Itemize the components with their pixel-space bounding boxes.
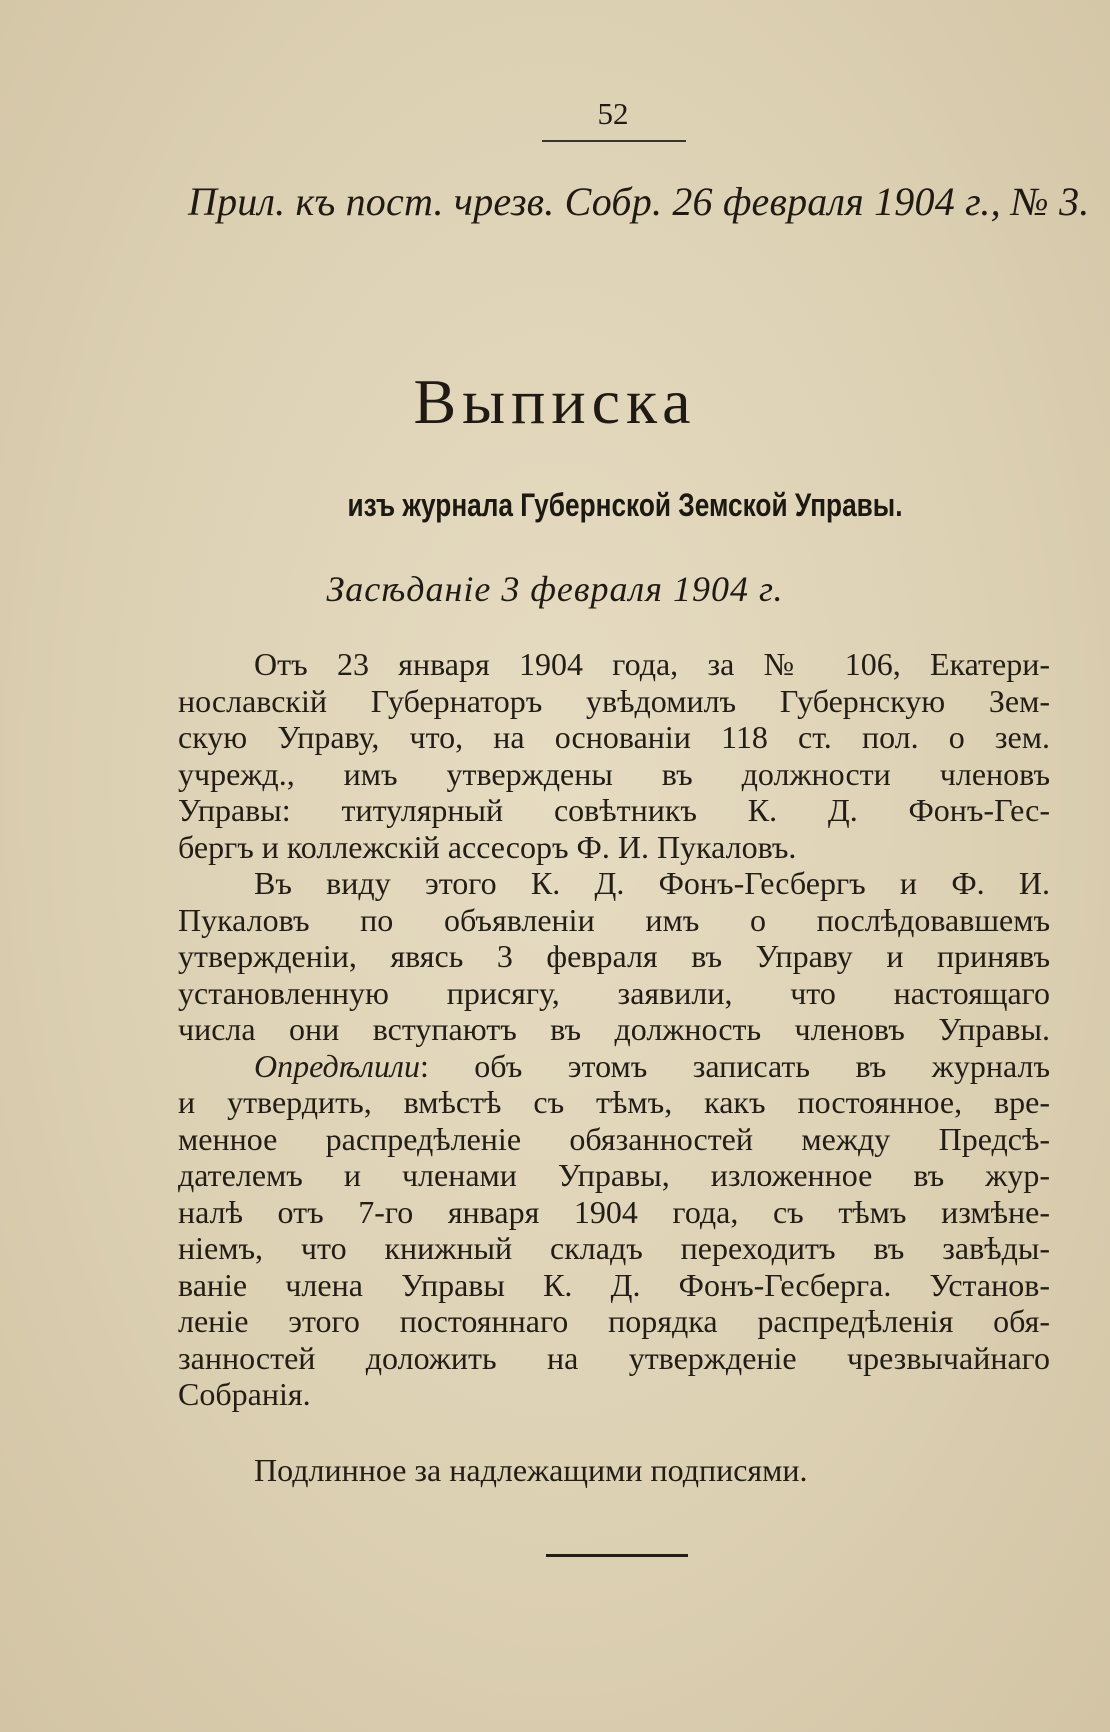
text-line: леніе этого постояннаго порядка распредѣленія обя- <box>178 1303 1050 1339</box>
text-line: занностей доложить на утвержденіе чрезвычайнаго <box>178 1339 1050 1376</box>
text-line: утвержденіи, явясь 3 февраля въ Управу и принявъ <box>178 938 1050 974</box>
page-number-rule <box>542 140 686 142</box>
text-line: установленную присягу, заявили, что настоящаго <box>178 974 1050 1011</box>
end-rule <box>546 1554 688 1557</box>
resolution-text: : объ этомъ записать въ журналъ <box>419 1047 1050 1084</box>
text-line: ваніе члена Управы К. Д. Фонъ-Гесберга. Установ- <box>178 1266 1050 1303</box>
resolution-word: Опредѣлили <box>254 1047 420 1084</box>
text-line: ніемъ, что книжный складъ переходитъ въ завѣды- <box>178 1230 1050 1266</box>
text-line-resolution <box>178 1048 1050 1085</box>
document-subtitle: изъ журнала Губернской Земской Управы. <box>347 487 903 523</box>
text-line: налѣ отъ 7-го января 1904 года, съ тѣмъ измѣне- <box>178 1193 1050 1230</box>
text-line: менное распредѣленіе обязанностей между Предсѣ- <box>178 1120 1050 1157</box>
text-line: бергъ и коллежскій ассесоръ Ф. И. Пукаловъ. <box>178 828 797 865</box>
appendix-reference: Прил. къ пост. чрезв. Собр. 26 февраля 1904 г., № 3. <box>188 179 1090 224</box>
body-text <box>178 646 1050 1413</box>
text-line: и утвердить, вмѣстѣ съ тѣмъ, какъ постоянное, вре- <box>178 1084 1050 1120</box>
page-number: 52 <box>597 96 629 131</box>
signature-note: Подлинное за надлежащими подписями. <box>254 1452 808 1488</box>
text-line: скую Управу, что, на основаніи 118 ст. пол. о зем. <box>178 719 1050 755</box>
text-line: Управы: титулярный совѣтникъ К. Д. Фонъ-Гес- <box>178 792 1050 828</box>
text-line: Пукаловъ по объявленіи имъ о послѣдовавшемъ <box>178 901 1050 938</box>
text-line: Въ виду этого К. Д. Фонъ-Гесбергъ и Ф. И. <box>254 865 1050 901</box>
session-date: Засѣданіе 3 февраля 1904 г. <box>326 569 784 609</box>
text-line: Собранія. <box>178 1376 311 1412</box>
text-line: нославскій Губернаторъ увѣдомилъ Губернскую Зем- <box>178 682 1050 719</box>
document-title: Выписка <box>413 366 697 437</box>
text-line: дателемъ и членами Управы, изложенное въ жур- <box>178 1157 1050 1193</box>
text-line: числа они вступаютъ въ должность членовъ Управы. <box>178 1011 1050 1047</box>
text-line: Отъ 23 января 1904 года, за № 106, Екатери- <box>254 646 1050 682</box>
text-line: учрежд., имъ утверждены въ должности членовъ <box>178 755 1050 792</box>
